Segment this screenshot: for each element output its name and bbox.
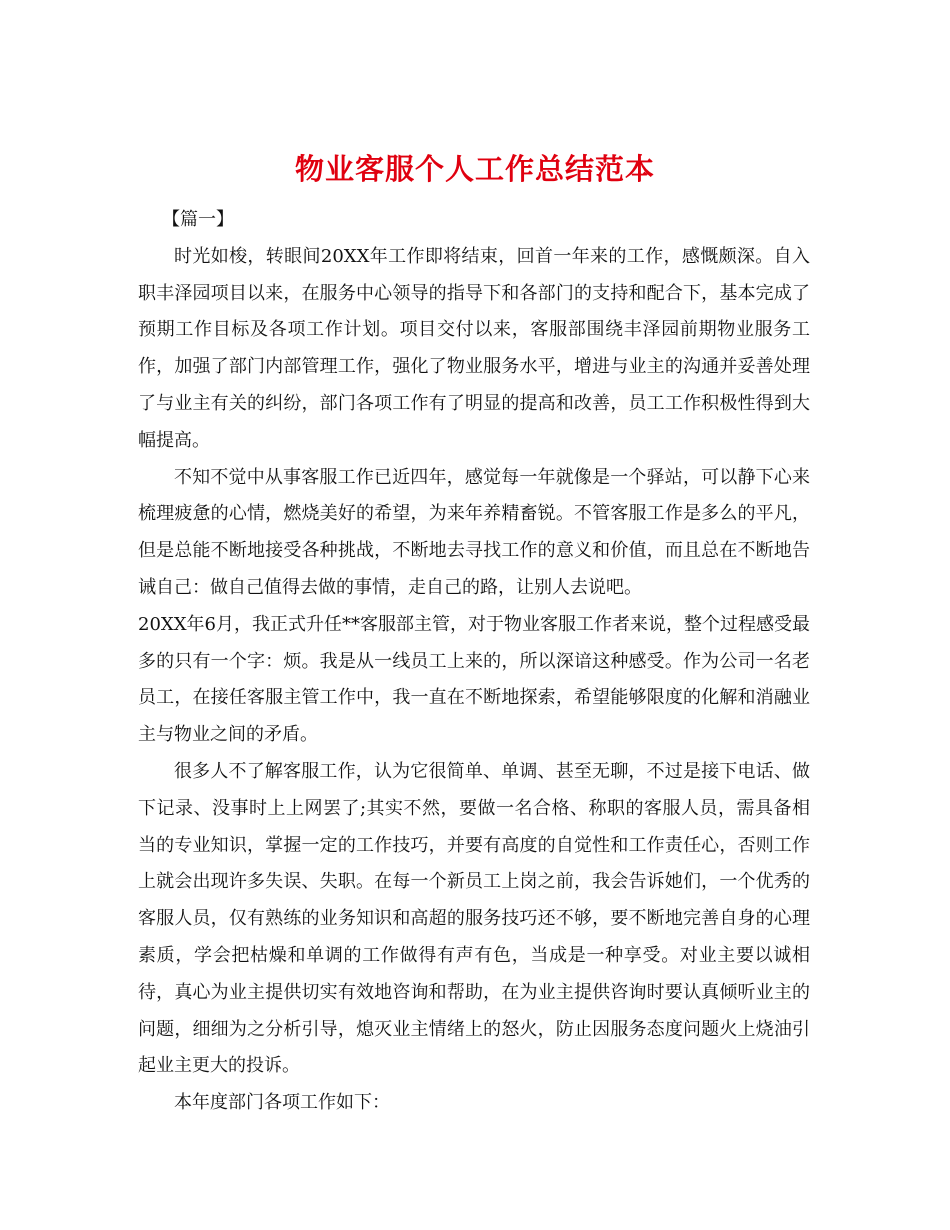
paragraph-3: 20XX年6月，我正式升任**客服部主管，对于物业客服工作者来说，整个过程感受最多的只有一个字：烦。我是从一线员工上来的，所以深谙这种感受。作为公司一名老员工，在接任客服主管工作中，我一直在不断地探索，希望能够限度的化解和消融业主与物业之间的矛盾。 — [138, 613, 810, 746]
document-title: 物业客服个人工作总结范本 — [294, 152, 655, 187]
document-body — [138, 202, 810, 1122]
section-label: 【篇一】 — [162, 209, 234, 230]
paragraph-5: 本年度部门各项工作如下： — [174, 1092, 390, 1114]
paragraph-1: 时光如梭，转眼间20XX年工作即将结束，回首一年来的工作，感慨颇深。自入职丰泽园项目以来，在服务中心领导的指导下和各部门的支持和配合下，基本完成了预期工作目标及各项工作计划。项目交付以来，客服部围绕丰泽园前期物业服务工作，加强了部门内部管理工作，强化了物业服务水平，增进与业主的沟通并妥善处理了与业主有关的纠纷，部门各项工作有了明显的提高和改善，员工工作积极性得到大幅提高。 — [138, 245, 810, 451]
paragraph-4: 很多人不了解客服工作，认为它很简单、单调、甚至无聊，不过是接下电话、做下记录、没事时上上网罢了;其实不然，要做一名合格、称职的客服人员，需具备相当的专业知识，掌握一定的工作技巧，并要有高度的自觉性和工作责任心，否则工作上就会出现许多失误、失职。在每一个新员工上岗之前，我会告诉她们，一个优秀的客服人员，仅有熟练的业务知识和高超的服务技巧还不够，要不断地完善自身的心理素质，学会把枯燥和单调的工作做得有声有色，当成是一种享受。对业主要以诚相待，真心为业主提供切实有效地咨询和帮助，在为业主提供咨询时要认真倾听业主的问题，细细为之分析引导，熄灭业主情绪上的怒火，防止因服务态度问题火上烧油引起业主更大的投诉。 — [138, 760, 810, 1077]
paragraph-2: 不知不觉中从事客服工作已近四年，感觉每一年就像是一个驿站，可以静下心来梳理疲惫的心情，燃烧美好的希望，为来年养精畜锐。不管客服工作是多么的平凡，但是总能不断地接受各种挑战，不断地去寻找工作的意义和价值，而且总在不断地告诫自己：做自己值得去做的事情，走自己的路，让别人去说吧。 — [138, 466, 810, 598]
